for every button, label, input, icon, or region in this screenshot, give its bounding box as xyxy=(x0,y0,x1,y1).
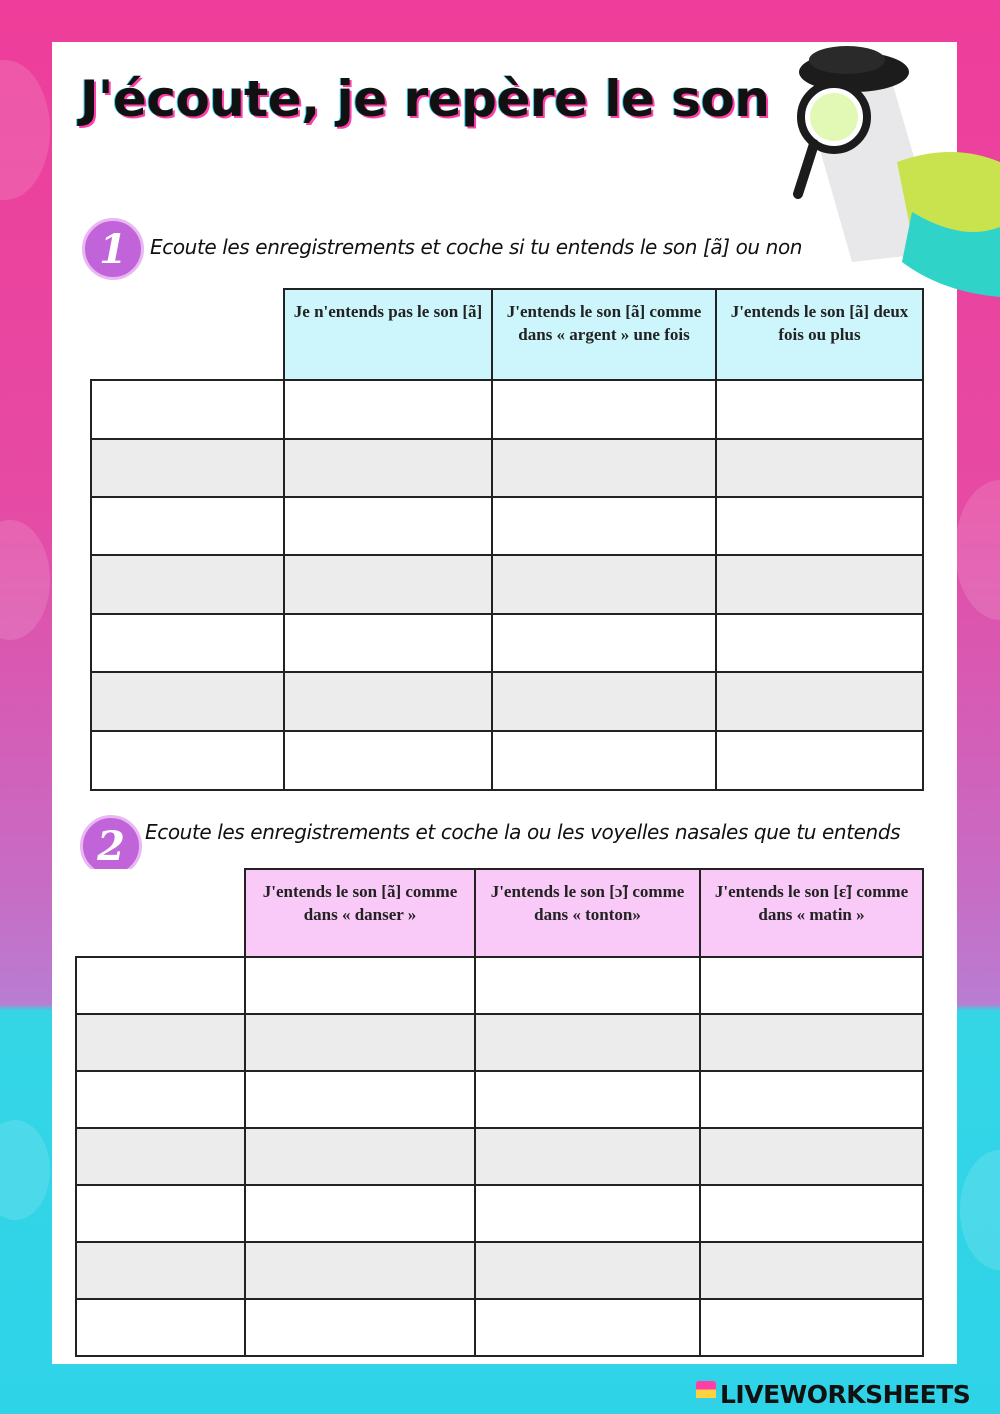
audio-cell[interactable] xyxy=(76,957,245,1014)
table-row xyxy=(76,1185,923,1242)
answer-cell[interactable] xyxy=(284,439,492,497)
table-row xyxy=(91,555,923,614)
answer-cell[interactable] xyxy=(245,1242,475,1299)
answer-cell[interactable] xyxy=(475,957,700,1014)
audio-cell[interactable] xyxy=(76,1014,245,1071)
audio-cell[interactable] xyxy=(91,731,284,790)
answer-cell[interactable] xyxy=(245,957,475,1014)
step-2-badge: 2 xyxy=(80,815,142,877)
audio-cell[interactable] xyxy=(76,1185,245,1242)
audio-cell[interactable] xyxy=(91,497,284,555)
answer-cell[interactable] xyxy=(284,614,492,672)
detective-illustration xyxy=(792,12,1000,302)
answer-cell[interactable] xyxy=(700,1014,923,1071)
header-sound-on: J'entends le son [ɔ̃] comme dans « tonton» xyxy=(475,869,700,957)
table-row xyxy=(76,1242,923,1299)
background-shape xyxy=(955,480,1000,620)
answer-cell[interactable] xyxy=(284,555,492,614)
table-row xyxy=(91,439,923,497)
answer-cell[interactable] xyxy=(700,957,923,1014)
answer-cell[interactable] xyxy=(284,497,492,555)
table-row xyxy=(76,1299,923,1356)
table-row xyxy=(76,1071,923,1128)
table-row xyxy=(76,957,923,1014)
header-heard-twice: J'entends le son [ã] deux fois ou plus xyxy=(716,289,923,380)
exercise-2-table xyxy=(75,868,924,1357)
table-header-row xyxy=(76,869,923,957)
exercise-2-instruction: Ecoute les enregistrements et coche la ou les voyelles nasales que tu entends xyxy=(145,820,901,844)
audio-cell[interactable] xyxy=(91,672,284,731)
table-row xyxy=(91,614,923,672)
answer-cell[interactable] xyxy=(492,672,716,731)
answer-cell[interactable] xyxy=(245,1128,475,1185)
audio-cell[interactable] xyxy=(76,1128,245,1185)
answer-cell[interactable] xyxy=(716,380,923,439)
answer-cell[interactable] xyxy=(492,731,716,790)
table-row xyxy=(76,1014,923,1071)
answer-cell[interactable] xyxy=(700,1242,923,1299)
answer-cell[interactable] xyxy=(716,555,923,614)
table-row xyxy=(91,731,923,790)
table-row xyxy=(76,1128,923,1185)
header-not-heard: Je n'entends pas le son [ã] xyxy=(284,289,492,380)
audio-cell[interactable] xyxy=(76,1299,245,1356)
answer-cell[interactable] xyxy=(492,497,716,555)
answer-cell[interactable] xyxy=(716,731,923,790)
answer-cell[interactable] xyxy=(245,1014,475,1071)
audio-cell[interactable] xyxy=(91,439,284,497)
logo-icon xyxy=(696,1381,716,1407)
answer-cell[interactable] xyxy=(284,672,492,731)
answer-cell[interactable] xyxy=(284,380,492,439)
answer-cell[interactable] xyxy=(475,1014,700,1071)
logo-text: LIVEWORKSHEETS xyxy=(720,1380,971,1409)
header-blank-cell xyxy=(76,869,245,957)
answer-cell[interactable] xyxy=(700,1299,923,1356)
answer-cell[interactable] xyxy=(700,1071,923,1128)
answer-cell[interactable] xyxy=(492,380,716,439)
header-sound-an: J'entends le son [ã] comme dans « danser » xyxy=(245,869,475,957)
answer-cell[interactable] xyxy=(492,614,716,672)
background-shape xyxy=(0,1120,50,1220)
header-blank-cell xyxy=(91,289,284,380)
answer-cell[interactable] xyxy=(700,1128,923,1185)
answer-cell[interactable] xyxy=(700,1185,923,1242)
answer-cell[interactable] xyxy=(475,1242,700,1299)
audio-cell[interactable] xyxy=(91,380,284,439)
answer-cell[interactable] xyxy=(475,1185,700,1242)
background-shape xyxy=(0,520,50,640)
step-1-badge: 1 xyxy=(82,218,144,280)
answer-cell[interactable] xyxy=(475,1071,700,1128)
header-sound-in: J'entends le son [ɛ̃] comme dans « matin » xyxy=(700,869,923,957)
table-row xyxy=(91,497,923,555)
audio-cell[interactable] xyxy=(76,1071,245,1128)
answer-cell[interactable] xyxy=(492,555,716,614)
audio-cell[interactable] xyxy=(91,555,284,614)
page-title: J'écoute, je repère le son xyxy=(80,70,770,128)
audio-cell[interactable] xyxy=(76,1242,245,1299)
answer-cell[interactable] xyxy=(284,731,492,790)
liveworksheets-logo[interactable] xyxy=(696,1380,970,1409)
audio-cell[interactable] xyxy=(91,614,284,672)
background-shape xyxy=(960,1150,1000,1270)
table-row xyxy=(91,380,923,439)
table-header-row xyxy=(91,289,923,380)
answer-cell[interactable] xyxy=(245,1185,475,1242)
answer-cell[interactable] xyxy=(716,614,923,672)
answer-cell[interactable] xyxy=(716,672,923,731)
exercise-1-instruction: Ecoute les enregistrements et coche si tu entends le son [ã] ou non xyxy=(150,235,803,259)
answer-cell[interactable] xyxy=(475,1128,700,1185)
answer-cell[interactable] xyxy=(475,1299,700,1356)
table-row xyxy=(91,672,923,731)
answer-cell[interactable] xyxy=(245,1071,475,1128)
header-heard-once: J'entends le son [ã] comme dans « argent » une fois xyxy=(492,289,716,380)
background-shape xyxy=(0,60,50,200)
exercise-1-table xyxy=(90,288,924,791)
answer-cell[interactable] xyxy=(716,497,923,555)
answer-cell[interactable] xyxy=(245,1299,475,1356)
answer-cell[interactable] xyxy=(492,439,716,497)
answer-cell[interactable] xyxy=(716,439,923,497)
